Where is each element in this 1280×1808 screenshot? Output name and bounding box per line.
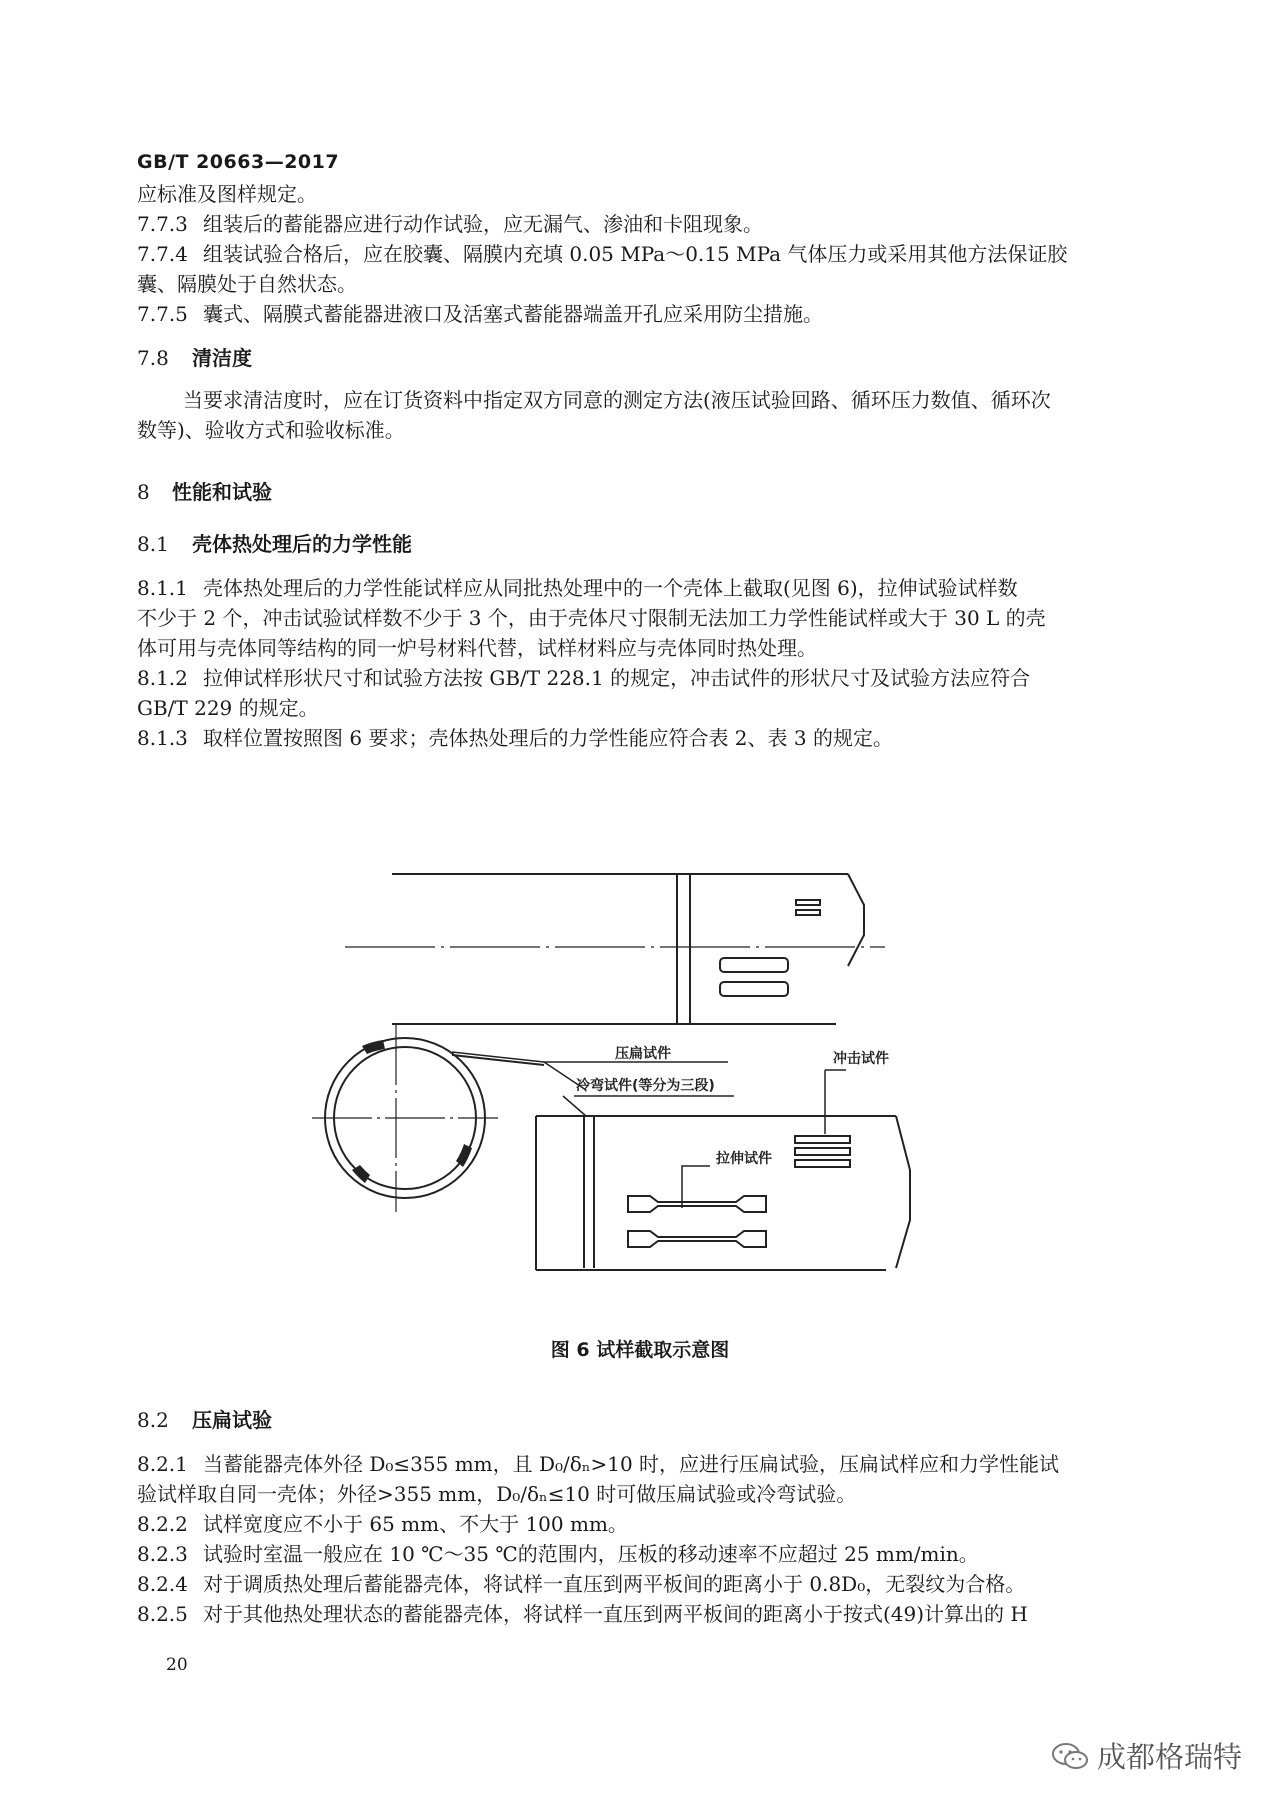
clause-7-7-5: 7.7.5 囊式、隔膜式蓄能器进液口及活塞式蓄能器端盖开孔应采用防尘措施。 [137,302,823,326]
clause-8-2-1-cont: 验试样取自同一壳体；外径>355 mm，D₀/δₙ≤10 时可做压扁试验或冷弯试验。 [137,1482,857,1506]
clause-8-1-2-cont: GB/T 229 的规定。 [137,696,319,720]
paragraph-7-8-cont: 数等)、验收方式和验收标准。 [137,418,405,442]
clause-7-7-4: 7.7.4 组装试验合格后，应在胶囊、隔膜内充填 0.05 MPa～0.15 MPa 气体压力或采用其他方法保证胶 [137,242,1068,266]
standard-code: GB/T 20663—2017 [137,151,340,173]
paragraph: 应标准及图样规定。 [137,182,317,206]
section-7-8-heading: 7.8 清洁度 [137,346,252,370]
clause-8-1-3: 8.1.3 取样位置按照图 6 要求；壳体热处理后的力学性能应符合表 2、表 3 的规定。 [137,726,893,750]
clause-8-2-4: 8.2.4 对于调质热处理后蓄能器壳体，将试样一直压到两平板间的距离小于 0.8D₀，无裂纹为合格。 [137,1572,1026,1596]
clause-7-7-4-cont: 囊、隔膜处于自然状态。 [137,272,357,296]
page-number: 20 [166,1655,188,1675]
label-flatten-specimen: 压扁试件 [615,1046,671,1062]
label-impact-specimen: 冲击试件 [833,1051,889,1067]
label-bend-specimen: 冷弯试件(等分为三段) [576,1078,715,1094]
clause-7-7-3: 7.7.3 组装后的蓄能器应进行动作试验，应无漏气、渗油和卡阻现象。 [137,212,763,236]
clause-8-2-3: 8.2.3 试验时室温一般应在 10 ℃～35 ℃的范围内，压板的移动速率不应超过 25 mm/min。 [137,1542,979,1566]
figure-caption: 图 6 试样截取示意图 [550,1339,730,1361]
section-8-1-heading: 8.1 壳体热处理后的力学性能 [137,532,412,556]
clause-8-1-1-cont1: 不少于 2 个，冲击试验试样数不少于 3 个，由于壳体尺寸限制无法加工力学性能试样或大于 30 L 的壳 [137,606,1046,630]
clause-8-1-2: 8.1.2 拉伸试样形状尺寸和试验方法按 GB/T 228.1 的规定，冲击试件的形状尺寸及试验方法应符合 [137,666,1031,690]
section-8-heading: 8 性能和试验 [137,480,272,504]
label-tensile-specimen: 拉伸试件 [716,1151,772,1167]
section-8-2-heading: 8.2 压扁试验 [137,1408,272,1432]
clause-8-1-1: 8.1.1 壳体热处理后的力学性能试样应从同批热处理中的一个壳体上截取(见图 6)，拉伸试验试样数 [137,576,1018,600]
wechat-icon [1051,1741,1089,1771]
paragraph-7-8: 当要求清洁度时，应在订货资料中指定双方同意的测定方法(液压试验回路、循环压力数值、循环次 [183,388,1051,412]
watermark [1051,1735,1242,1776]
clause-8-2-1: 8.2.1 当蓄能器壳体外径 D₀≤355 mm，且 D₀/δₙ>10 时，应进行压扁试验，压扁试样应和力学性能试 [137,1452,1060,1476]
clause-8-2-5: 8.2.5 对于其他热处理状态的蓄能器壳体，将试样一直压到两平板间的距离小于按式(49)计算出的 H [137,1602,1028,1626]
clause-8-1-1-cont2: 体可用与壳体同等结构的同一炉号材料代替，试样材料应与壳体同时热处理。 [137,636,817,660]
clause-8-2-2: 8.2.2 试样宽度应不小于 65 mm、不大于 100 mm。 [137,1512,628,1536]
watermark-text: 成都格瑞特 [1096,1740,1242,1774]
